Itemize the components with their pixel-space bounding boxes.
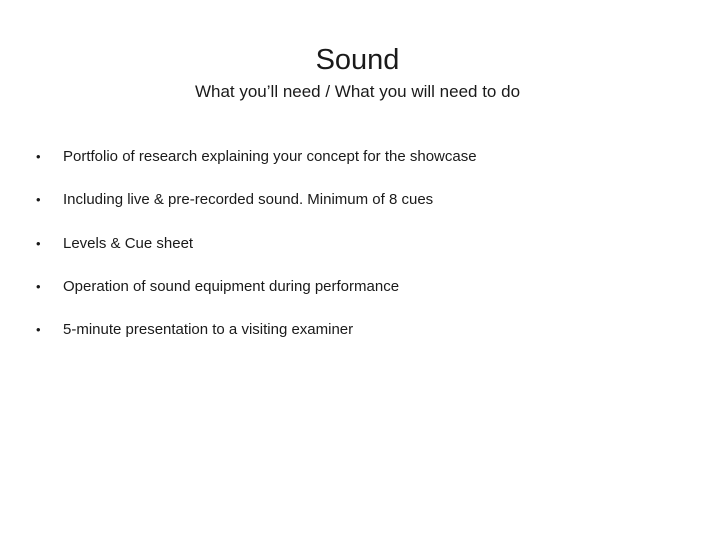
bullet-list xyxy=(36,146,477,362)
bullet-icon: • xyxy=(36,322,41,338)
bullet-text: Including live & pre-recorded sound. Minimum of 8 cues xyxy=(63,191,434,209)
bullet-text: 5-minute presentation to a visiting examiner xyxy=(63,321,354,339)
bullet-item xyxy=(36,189,477,232)
bullet-item xyxy=(36,146,477,189)
bullet-icon: • xyxy=(36,278,41,294)
bullet-item xyxy=(36,276,477,319)
bullet-icon: • xyxy=(36,149,41,164)
slide-subtitle: What you’ll need / What you will need to do xyxy=(194,82,521,101)
bullet-item xyxy=(36,319,477,362)
bullet-icon: • xyxy=(36,192,41,208)
bullet-text: Portfolio of research explaining your concept for the showcase xyxy=(63,148,477,165)
bullet-text: Operation of sound equipment during performance xyxy=(63,277,400,295)
bullet-text: Levels & Cue sheet xyxy=(63,234,194,252)
slide-title: Sound xyxy=(315,44,400,76)
bullet-icon: • xyxy=(36,235,41,251)
bullet-item xyxy=(36,233,477,276)
